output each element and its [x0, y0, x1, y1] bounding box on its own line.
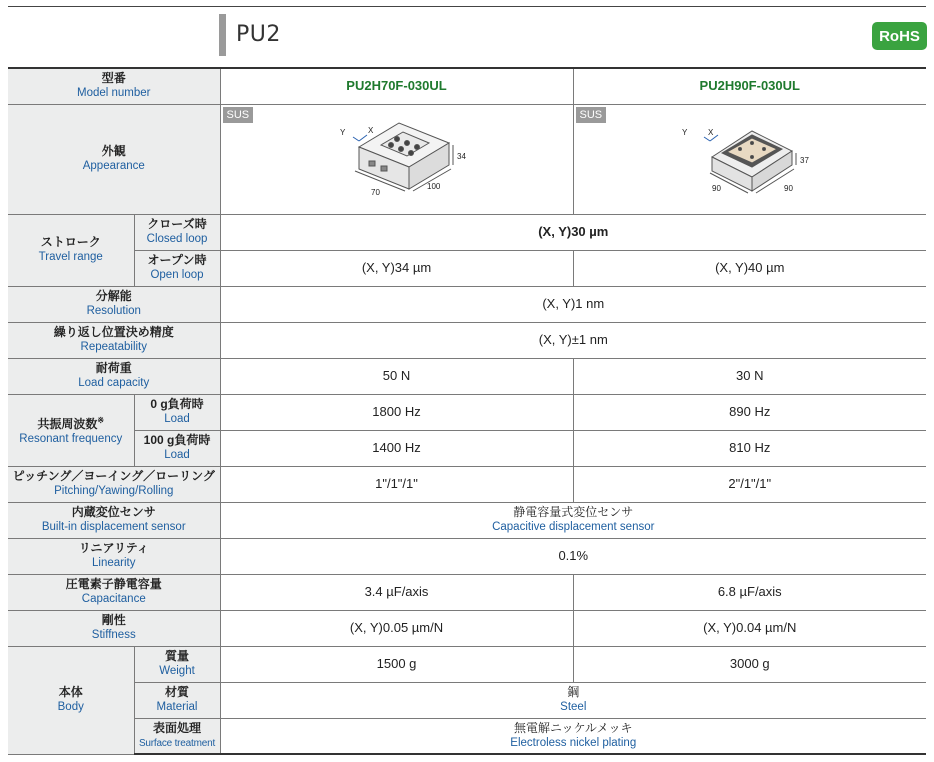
row-appearance [8, 104, 926, 214]
sus-badge: SUS [223, 107, 254, 123]
label-surface: 表面処理 Surface treatment [134, 718, 220, 754]
row-capacitance [8, 574, 926, 610]
label-pitching: ピッチング／ヨーイング／ローリング Pitching/Yawing/Rolling [8, 466, 220, 502]
axis-y-label: Y [339, 128, 345, 137]
resonant-0g-2: 890 Hz [573, 394, 926, 430]
dim-width-1: 100 [426, 182, 440, 191]
axis-x-label: X [367, 126, 373, 135]
row-travel-closed [8, 214, 926, 250]
row-weight [8, 646, 926, 682]
row-linearity [8, 538, 926, 574]
stiffness-2: (X, Y)0.04 µm/N [573, 610, 926, 646]
material-value: 鋼 Steel [220, 682, 926, 718]
resonant-100g-1: 1400 Hz [220, 430, 573, 466]
row-stiffness [8, 610, 926, 646]
load-capacity-2: 30 N [573, 358, 926, 394]
dim-depth-1: 70 [370, 188, 380, 197]
row-travel-open [8, 250, 926, 286]
capacitance-2: 6.8 µF/axis [573, 574, 926, 610]
travel-closed-value: (X, Y)30 µm [220, 214, 926, 250]
dim-width-2: 90 [783, 184, 793, 193]
series-title: PU2 [236, 22, 281, 47]
row-sensor [8, 502, 926, 538]
label-appearance: 外観 Appearance [8, 104, 220, 214]
label-material: 材質 Material [134, 682, 220, 718]
label-load-100g: 100 g負荷時 Load [134, 430, 220, 466]
label-body: 本体 Body [8, 646, 134, 754]
label-repeatability: 繰り返し位置決め精度 Repeatability [8, 322, 220, 358]
axis-y-label: Y [681, 128, 687, 137]
dim-height-2: 37 [799, 156, 809, 165]
load-capacity-1: 50 N [220, 358, 573, 394]
surface-value: 無電解ニッケルメッキ Electroless nickel plating [220, 718, 926, 754]
travel-open-1: (X, Y)34 µm [220, 250, 573, 286]
stiffness-1: (X, Y)0.05 µm/N [220, 610, 573, 646]
top-rule [8, 6, 926, 7]
dim-height-1: 34 [456, 152, 466, 161]
pitching-1: 1"/1"/1" [220, 466, 573, 502]
row-pitching [8, 466, 926, 502]
weight-1: 1500 g [220, 646, 573, 682]
label-capacitance: 圧電素子静電容量 Capacitance [8, 574, 220, 610]
row-repeatability [8, 322, 926, 358]
axis-x-label: X [707, 128, 713, 137]
linearity-value: 0.1% [220, 538, 926, 574]
stage-drawing-1 [221, 105, 573, 213]
series-marker [219, 14, 226, 56]
model-1: PU2H70F-030UL [220, 68, 573, 104]
row-resonant-0g [8, 394, 926, 430]
appearance-2 [573, 104, 926, 214]
spec-table [8, 67, 926, 755]
label-resonant-frequency: 共振周波数※ Resonant frequency [8, 394, 134, 466]
repeatability-value: (X, Y)±1 nm [220, 322, 926, 358]
resonant-0g-1: 1800 Hz [220, 394, 573, 430]
pitching-2: 2"/1"/1" [573, 466, 926, 502]
label-travel-range: ストローク Travel range [8, 214, 134, 286]
appearance-1 [220, 104, 573, 214]
resonant-100g-2: 810 Hz [573, 430, 926, 466]
capacitance-1: 3.4 µF/axis [220, 574, 573, 610]
weight-2: 3000 g [573, 646, 926, 682]
sensor-value: 静電容量式変位センサ Capacitive displacement sensor [220, 502, 926, 538]
row-resolution [8, 286, 926, 322]
row-material [8, 682, 926, 718]
resolution-value: (X, Y)1 nm [220, 286, 926, 322]
label-open-loop: オープン時 Open loop [134, 250, 220, 286]
sus-badge: SUS [576, 107, 607, 123]
row-model-number [8, 68, 926, 104]
travel-open-2: (X, Y)40 µm [573, 250, 926, 286]
label-closed-loop: クローズ時 Closed loop [134, 214, 220, 250]
row-resonant-100g [8, 430, 926, 466]
label-weight: 質量 Weight [134, 646, 220, 682]
stage-drawing-2 [574, 105, 926, 213]
dim-depth-2: 90 [711, 184, 721, 193]
label-model-number: 型番 Model number [8, 68, 220, 104]
label-linearity: リニアリティ Linearity [8, 538, 220, 574]
row-load-capacity [8, 358, 926, 394]
label-load-0g: 0 g負荷時 Load [134, 394, 220, 430]
label-resolution: 分解能 Resolution [8, 286, 220, 322]
label-stiffness: 剛性 Stiffness [8, 610, 220, 646]
rohs-badge: RoHS [872, 22, 927, 50]
model-2: PU2H90F-030UL [573, 68, 926, 104]
label-load-capacity: 耐荷重 Load capacity [8, 358, 220, 394]
label-sensor: 内蔵変位センサ Built-in displacement sensor [8, 502, 220, 538]
row-surface [8, 718, 926, 754]
